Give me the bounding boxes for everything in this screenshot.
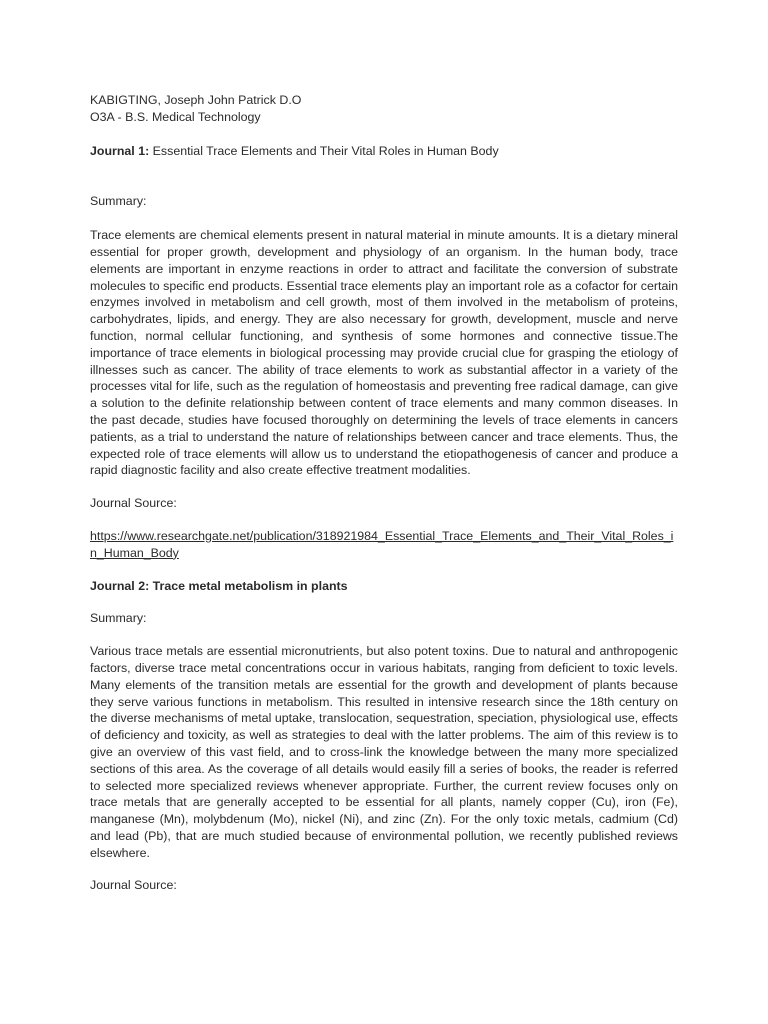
journal-1-source-link[interactable]: https://www.researchgate.net/publication/318921984_Essential_Trace_Elements_and_Their_Vital_Roles_in_Human_Body (90, 528, 674, 560)
journal-1-summary-label: Summary: (90, 194, 147, 209)
journal-1-summary-text: Trace elements are chemical elements present in natural material in minute amounts. It is a dietary mineral essential for proper growth, development and physiology of an organism. In the human body, trace elements are important in enzyme reactions in order to attract and facilitate the conversion of substrate molecules to specific end products. Essential trace elements play an important role as a cofactor for certain enzymes involved in metabolism and cell growth, most of them involved in the metabolism of proteins, carbohydrates, lipids, and energy. They are also necessary for growth, development, muscle and nerve function, normal cellular functioning, and synthesis of some hormones and connective tissue.The importance of trace elements in biological processing may provide crucial clue for grasping the etiology of illnesses such as cancer. The ability of trace elements to work as substantial affector in a variety of the processes vital for life, such as the regulation of homeostasis and preventing free radical damage, can give a solution to the definite relationship between content of trace elements and many common diseases. In the past decade, studies have focused thoroughly on determining the levels of trace elements in cancers patients, as a trial to understand the nature of relationships between cancer and trace elements. Thus, the expected role of trace elements will allow us to understand the etiopathogenesis of cancer and produce a rapid diagnostic facility and also create effective treatment modalities. (90, 228, 678, 478)
journal-2-source-label: Journal Source: (90, 878, 177, 893)
author-section: O3A - B.S. Medical Technology (90, 109, 261, 124)
journal-2-label: Journal 2: (90, 578, 150, 593)
journal-2-title: Trace metal metabolism in plants (152, 578, 348, 593)
journal-1-heading (90, 143, 678, 160)
journal-1-source-label: Journal Source: (90, 496, 177, 511)
journal-1-title: Essential Trace Elements and Their Vital Roles in Human Body (152, 143, 499, 158)
author-name: KABIGTING, Joseph John Patrick D.O (90, 93, 302, 107)
journal-1-label: Journal 1: (90, 143, 150, 158)
journal-2-heading (90, 578, 678, 595)
journal-2-summary-label: Summary: (90, 611, 147, 626)
journal-2-summary-text: Various trace metals are essential micronutrients, but also potent toxins. Due to natural and anthropogenic factors, diverse trace metal concentrations occur in various habitats, ranging from deficient to toxic levels. Many elements of the transition metals are essential for the growth and development of plants because they serve various functions in metabolism. This resulted in intensive research since the 18th century on the diverse mechanisms of metal uptake, translocation, sequestration, speciation, physiological use, effects of deficiency and toxicity, as well as strategies to deal with the latter problems. The aim of this review is to give an overview of this vast field, and to cross-link the knowledge between the many more specialized sections of this area. As the coverage of all details would easily fill a series of books, the reader is referred to selected more specialized reviews whenever appropriate. Further, the current review focuses only on trace metals that are generally accepted to be essential for all plants, namely copper (Cu), iron (Fe), manganese (Mn), molybdenum (Mo), nickel (Ni), and zinc (Zn). For the only toxic metals, cadmium (Cd) and lead (Pb), that are much studied because of environmental pollution, we recently published reviews elsewhere. (90, 644, 678, 860)
